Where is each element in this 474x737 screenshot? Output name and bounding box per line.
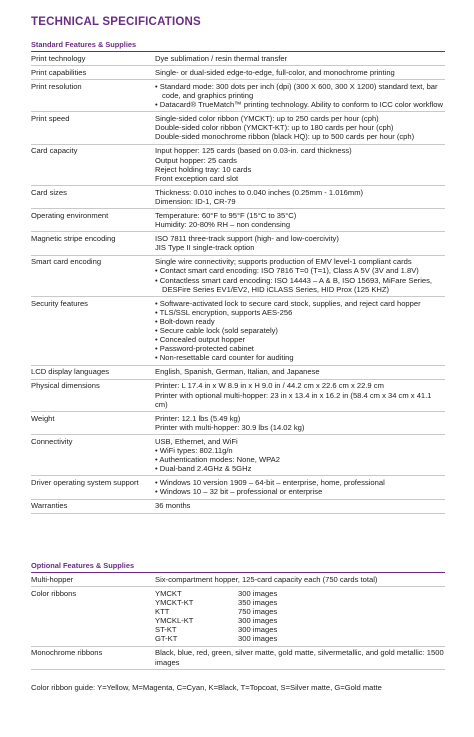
ribbon-count: 300 images [238,634,278,644]
value-line: English, Spanish, German, Italian, and Japanese [155,367,320,377]
row-value [155,296,445,365]
ribbon-count: 750 images [238,607,278,617]
value-line: Double-sided monochrome ribbon (black HQ): up to 500 cards per hour (cph) [155,132,415,142]
bullet-item: • Non-resettable card counter for auditing [155,353,445,362]
ribbon-guide: Color ribbon guide: Y=Yellow, M=Magenta, C=Cyan, K=Black, T=Topcoat, S=Silver matte, G=Gold matte [31,683,382,692]
row-value [155,255,445,296]
bullet-list [155,82,445,109]
bullet-item: • TLS/SSL encryption, supports AES-256 [155,308,445,317]
table-row [31,435,445,476]
table-row [31,365,445,379]
row-label: Card capacity [31,144,155,185]
table-row [31,80,445,112]
bullet-item: • Contactless smart card encoding: ISO 14443 – A & B, ISO 15693, MiFare Series, DESFire Series EV1/EV2, HID iCLASS Series, HID Prox (125 KHZ) [155,276,445,294]
row-value [155,66,445,80]
ribbon-name: KTT [155,607,170,617]
table-row [31,499,445,513]
standard-table [31,52,445,514]
ribbon-count: 350 images [238,597,278,607]
row-label: Magnetic stripe encoding [31,232,155,255]
row-label: Multi-hopper [31,573,155,587]
row-label: Connectivity [31,435,155,476]
row-value [155,209,445,232]
row-label: Operating environment [31,209,155,232]
ribbon-count: 300 images [238,616,278,626]
bullet-item: • Bolt-down ready [155,317,445,326]
ribbon-list [155,587,445,647]
row-value [155,499,445,513]
table-row [31,411,445,434]
row-value [155,411,445,434]
bullet-list [155,299,445,363]
optional-section [31,561,445,670]
table-row [31,66,445,80]
value-line: Single wire connectivity; supports production of EMV level-1 compliant cards [155,257,412,267]
value-line: Reject holding tray: 10 cards [155,164,252,174]
bullet-item: • Windows 10 – 32 bit – professional or enterprise [155,487,445,496]
row-value [155,52,445,66]
value-line: Temperature: 60°F to 95°F (15°C to 35°C) [155,211,297,221]
row-label: Print capabilities [31,66,155,80]
row-label: Security features [31,296,155,365]
row-value [155,365,445,379]
row-label: Driver operating system support [31,476,155,499]
bullet-list [155,478,445,496]
table-row [31,144,445,185]
row-value [155,186,445,209]
table-row [31,379,445,411]
bullet-list [155,446,445,473]
value-line: USB, Ethernet, and WiFi [155,436,238,446]
value-line: Single- or dual-sided edge-to-edge, full-color, and monochrome printing [155,67,395,77]
ribbon-name: YMCKL-KT [155,616,194,626]
bullet-item: • Authentication modes: None, WPA2 [155,455,445,464]
ribbon-count: 300 images [238,625,278,635]
bullet-item: • Password-protected cabinet [155,344,445,353]
row-label: Print resolution [31,80,155,112]
value-line: Printer with optional multi-hopper: 23 in x 13.4 in x 16.2 in (58.4 cm x 34 cm x 41.1 cm) [155,390,432,409]
ribbon-name: YMCKT-KT [155,597,194,607]
row-value [155,80,445,112]
row-value [155,476,445,499]
standard-heading: Standard Features & Supplies [31,40,137,49]
row-value: Six-compartment hopper, 125-card capacity each (750 cards total) [155,573,445,587]
ribbon-name: GT-KT [155,634,178,644]
bullet-item: • WiFi types: 802.11g/n [155,446,445,455]
value-line: Dye sublimation / resin thermal transfer [155,53,288,63]
row-label: Weight [31,411,155,434]
row-label: Physical dimensions [31,379,155,411]
row-value [155,435,445,476]
value-line: Output hopper: 25 cards [155,155,237,165]
value-line: Humidity: 20-80% RH – non condensing [155,220,291,230]
table-row [31,573,445,587]
row-label: Monochrome ribbons [31,646,155,669]
bullet-item: • Software-activated lock to secure card stock, supplies, and reject card hopper [155,299,445,308]
value-line: Input hopper: 125 cards (based on 0.03-in. card thickness) [155,146,352,156]
bullet-item: • Datacard® TrueMatch™ printing technology. Ability to conform to ICC color workflow [155,100,445,109]
row-value [155,144,445,185]
ribbon-name: ST-KT [155,625,177,635]
table-row [31,112,445,144]
row-label: Color ribbons [31,587,155,647]
table-row [31,296,445,365]
table-row [31,232,445,255]
row-label: Card sizes [31,186,155,209]
bullet-item: • Contact smart card encoding: ISO 7816 T=0 (T=1), Class A 5V (3V and 1.8V) [155,266,445,275]
row-label: Smart card encoding [31,255,155,296]
table-row [31,209,445,232]
value-line: ISO 7811 three-track support (high- and low-coercivity) [155,234,339,244]
row-value [155,379,445,411]
table-row [31,52,445,66]
bullet-item: • Concealed output hopper [155,335,445,344]
value-line: Thickness: 0.010 inches to 0.040 inches (0.25mm - 1.016mm) [155,187,364,197]
value-line: Single-sided color ribbon (YMCKT): up to 250 cards per hour (cph) [155,114,379,124]
table-row [31,186,445,209]
table-row [31,476,445,499]
value-line: 36 months [155,501,191,511]
bullet-item: • Dual-band 2.4GHz & 5GHz [155,464,445,473]
standard-section [31,40,445,514]
row-label: Print speed [31,112,155,144]
value-line: JIS Type II single-track option [155,243,255,253]
page-title: TECHNICAL SPECIFICATIONS [31,16,201,28]
ribbon-count: 300 images [238,588,278,598]
row-label: Warranties [31,499,155,513]
row-label: Print technology [31,52,155,66]
bullet-item: • Windows 10 version 1909 – 64-bit – enterprise, home, professional [155,478,445,487]
row-value [155,112,445,144]
value-line: Front exception card slot [155,173,239,183]
value-line: Printer: L 17.4 in x W 8.9 in x H 9.0 in / 44.2 cm x 22.6 cm x 22.9 cm [155,381,384,391]
bullet-list [155,266,445,293]
table-row [31,255,445,296]
row-value [155,232,445,255]
table-row [31,646,445,669]
optional-table [31,573,445,670]
value-line: Printer: 12.1 lbs (5.49 kg) [155,413,241,423]
bullet-item: • Secure cable lock (sold separately) [155,326,445,335]
value-line: Printer with multi-hopper: 30.9 lbs (14.02 kg) [155,422,305,432]
table-row [31,587,445,647]
optional-heading: Optional Features & Supplies [31,561,135,570]
row-value: Black, blue, red, green, silver matte, gold matte, silvermetallic, and gold metallic: 1500 images [155,646,445,669]
row-label: LCD display languages [31,365,155,379]
ribbon-name: YMCKT [155,588,182,598]
bullet-item: • Standard mode: 300 dots per inch (dpi) (300 X 600, 300 X 1200) standard text, bar code, and graphics printing [155,82,445,100]
value-line: Dimension: ID-1, CR-79 [155,196,236,206]
value-line: Double-sided color ribbon (YMCKT-KT): up to 180 cards per hour (cph) [155,123,394,133]
